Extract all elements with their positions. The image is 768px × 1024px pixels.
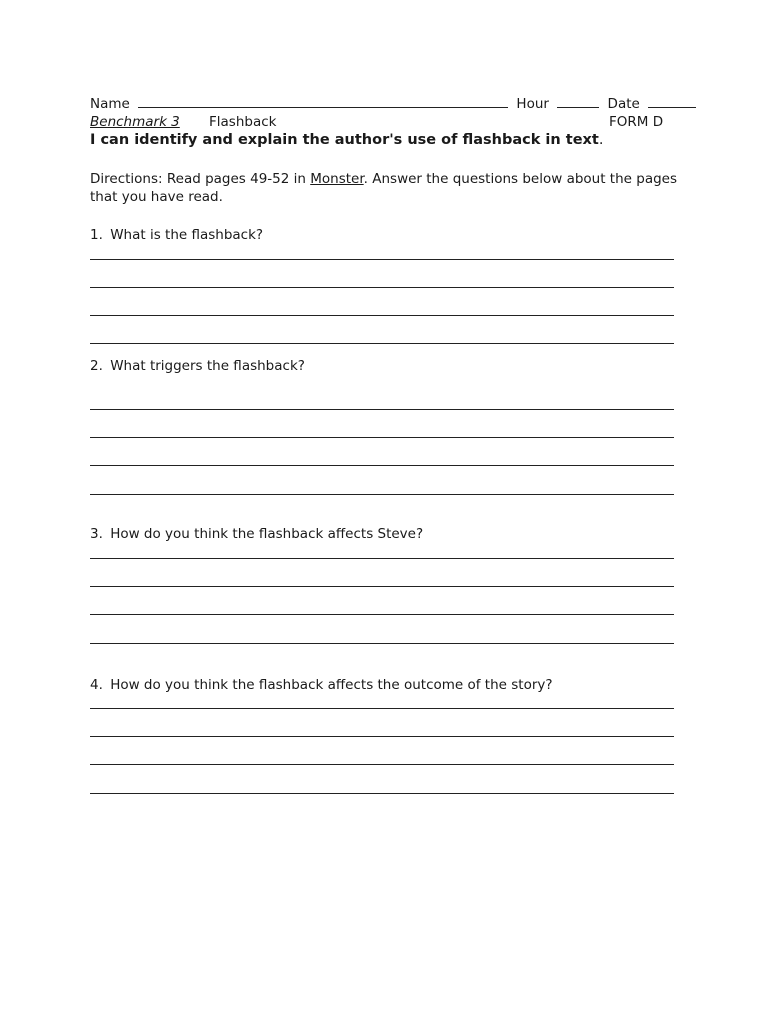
answer-line[interactable] (90, 558, 674, 559)
form-label: FORM D (609, 114, 664, 130)
question-3 (90, 525, 423, 543)
hour-label: Hour (516, 96, 549, 112)
answer-line[interactable] (90, 259, 674, 260)
answer-line[interactable] (90, 643, 674, 644)
name-blank[interactable] (138, 94, 508, 108)
objective-text: I can identify and explain the author's use of flashback in text (90, 132, 599, 148)
question-text: What triggers the flashback? (110, 358, 305, 374)
question-number: 4. (90, 677, 103, 693)
question-number: 3. (90, 526, 103, 542)
answer-line[interactable] (90, 287, 674, 288)
answer-line[interactable] (90, 494, 674, 495)
question-number: 2. (90, 358, 103, 374)
book-title: Monster (310, 171, 364, 187)
topic-label: Flashback (209, 114, 277, 130)
answer-line[interactable] (90, 586, 674, 587)
question-text: What is the flashback? (110, 227, 264, 243)
objective (90, 131, 603, 149)
question-1 (90, 226, 263, 244)
question-4 (90, 676, 553, 694)
answer-line[interactable] (90, 409, 674, 410)
name-label: Name (90, 96, 130, 112)
answer-line[interactable] (90, 614, 674, 615)
answer-line[interactable] (90, 708, 674, 709)
hour-blank[interactable] (557, 94, 599, 108)
answer-line[interactable] (90, 437, 674, 438)
question-text: How do you think the flashback affects Steve? (110, 526, 424, 542)
answer-line[interactable] (90, 793, 674, 794)
directions-suffix: . Answer the questions below about the pages (363, 171, 678, 187)
question-text: How do you think the flashback affects the outcome of the story? (110, 677, 553, 693)
question-number: 1. (90, 227, 103, 243)
directions-line-2: that you have read. (90, 189, 223, 205)
answer-line[interactable] (90, 736, 674, 737)
answer-line[interactable] (90, 465, 674, 466)
benchmark-label: Benchmark 3 (90, 114, 180, 130)
date-blank[interactable] (648, 94, 696, 108)
name-row (90, 94, 696, 113)
question-2 (90, 357, 305, 375)
answer-line[interactable] (90, 315, 674, 316)
answer-line[interactable] (90, 764, 674, 765)
directions-prefix: Directions: Read pages 49-52 in (90, 171, 311, 187)
date-label: Date (607, 96, 640, 112)
answer-line[interactable] (90, 343, 674, 344)
objective-period: . (598, 132, 604, 148)
directions-line-1 (90, 170, 677, 188)
